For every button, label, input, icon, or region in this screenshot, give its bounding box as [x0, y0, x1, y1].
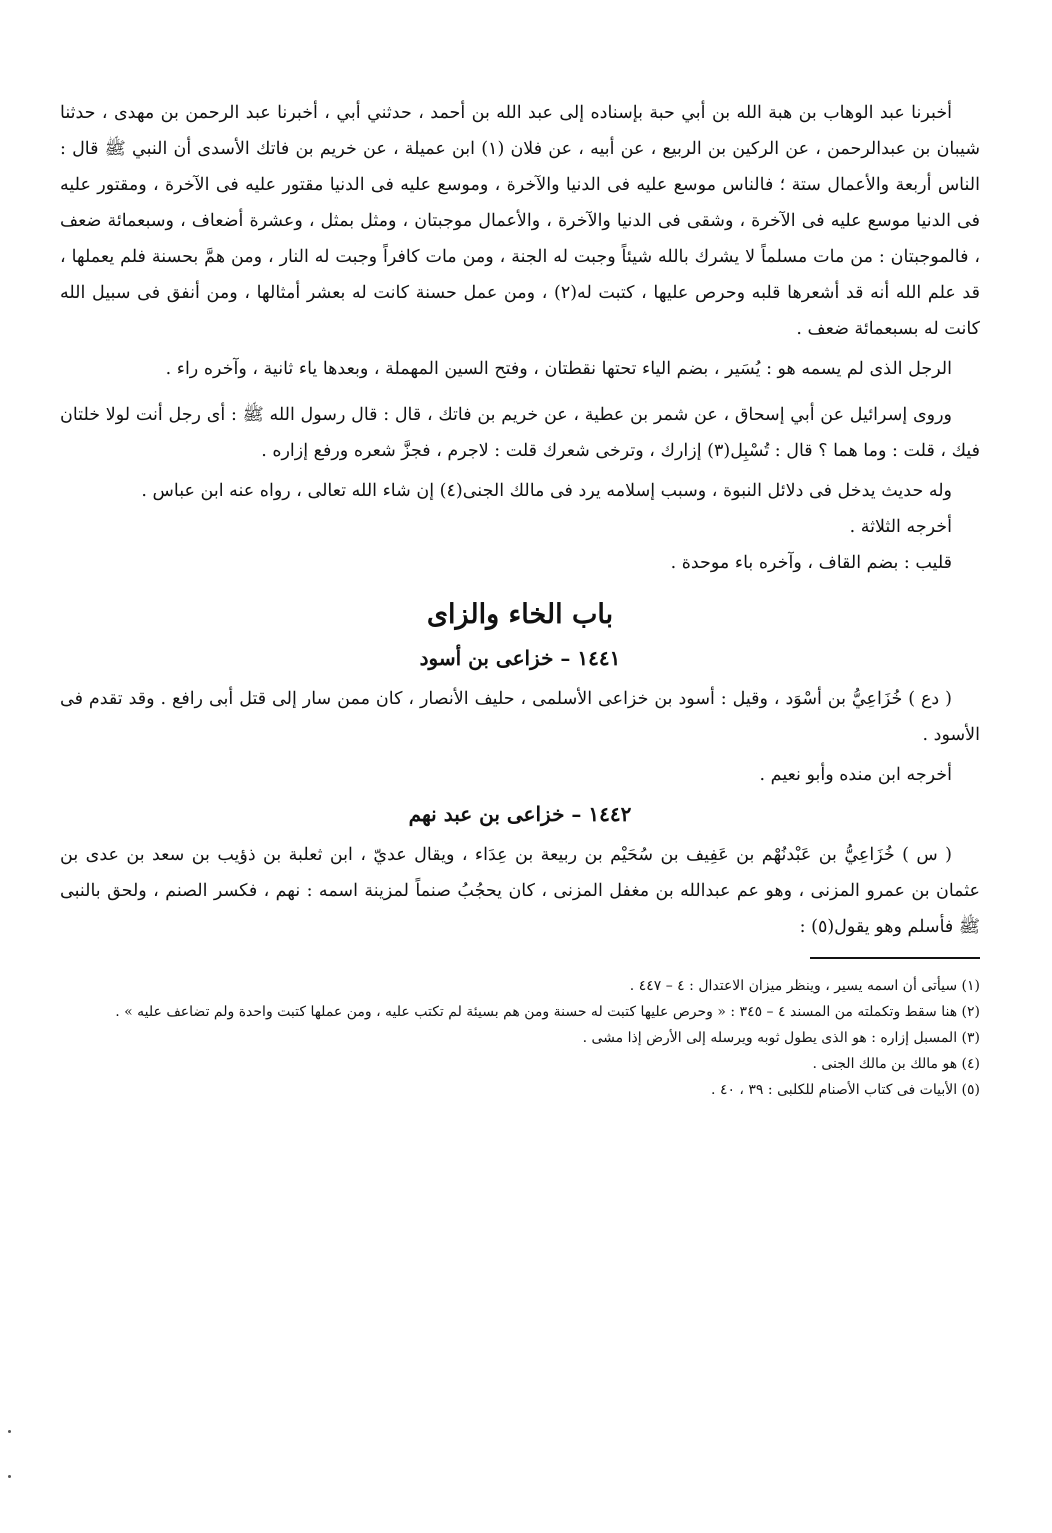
second-hadith-paragraph: وروى إسرائيل عن أبي إسحاق ، عن شمر بن عطية ، عن خريم بن فاتك ، قال : قال رسول الله ﷺ : أى رجل أنت لولا خلتان فيك ، قلت : وما هما ؟ قال : تُسْبِل(٣) إزارك ، وترخى شعرك قلت : لاجرم ، فجزَّ شعره ورفع إزاره .: [60, 405, 980, 461]
footnote-2: (٢) هنا سقط وتكملته من المسند ٤ – ٣٤٥ : « وحرص عليها كتبت له حسنة ومن هم بسيئة لم تكتب عليه ، ومن عملها كتبت واحدة ولم تضاعف عليه » .: [115, 1004, 980, 1020]
entry-note-1441: أخرجه ابن منده وأبو نعيم .: [759, 765, 952, 785]
entry-title-1442: ١٤٤٢ – خزاعى بن عبد نهم: [408, 802, 632, 826]
section-title: باب الخاء والزاى: [426, 599, 614, 630]
book-page: [60, 95, 980, 1103]
footnote-4: (٤) هو مالك بن مالك الجنى .: [812, 1056, 980, 1072]
footnote-3: (٣) المسبل إزاره : هو الذى يطول ثوبه ويرسله إلى الأرض إذا مشى .: [582, 1030, 980, 1046]
entry-text-1441: ( دع ) خُزَاعِيُّ بن أسْوَد ، وقيل : أسود بن خزاعى الأسلمى ، حليف الأنصار ، كان ممن سار إلى قتل أبى رافع . وقد تقدم فى الأسود .: [60, 689, 980, 745]
qulaib-paragraph: قليب : بضم القاف ، وآخره باء موحدة .: [670, 553, 952, 573]
scan-speck: [8, 1430, 11, 1433]
name-explanation-paragraph: الرجل الذى لم يسمه هو : يُسَير ، بضم الياء تحتها نقطتان ، وفتح السين المهملة ، وبعدها ياء ثانية ، وآخره راء .: [165, 359, 952, 379]
footnote-divider: [810, 957, 980, 959]
footnote-5: (٥) الأبيات فى كتاب الأصنام للكلبى : ٣٩ ، ٤٠ .: [711, 1082, 980, 1098]
akhrajahu-paragraph: أخرجه الثلاثة .: [849, 517, 952, 537]
scan-speck: [8, 1475, 11, 1478]
entry-title-1441: ١٤٤١ – خزاعى بن أسود: [419, 646, 621, 670]
dalail-paragraph: وله حديث يدخل فى دلائل النبوة ، وسبب إسلامه يرد فى مالك الجنى(٤) إن شاء الله تعالى ، رواه عنه ابن عباس .: [141, 481, 952, 501]
footnote-1: (١) سيأتى أن اسمه يسير ، وينظر ميزان الاعتدال : ٤ – ٤٤٧ .: [629, 978, 980, 994]
entry-text-1442: ( س ) خُزَاعِيُّ بن عَبْدنُهْم بن عَفِيف بن سُحَيْم بن ربيعة بن عِدَاء ، ويقال عديّ ، ابن ثعلبة بن ذؤيب بن سعد بن عدى بن عثمان بن عمرو المزنى ، وهو عم عبدالله بن مغفل المزنى ، كان يحجُبُ صنماً لمزينة اسمه : نهم ، فكسر الصنم ، ولحق بالنبى ﷺ فأسلم وهو يقول(٥) :: [60, 845, 980, 937]
hadith-paragraph: أخبرنا عبد الوهاب بن هبة الله بن أبي حبة بإسناده إلى عبد الله بن أحمد ، حدثني أبي ، أخبرنا عبد الرحمن بن مهدى ، حدثنا شيبان بن عبدالرحمن ، عن الركين بن الربيع ، عن أبيه ، عن فلان (١) ابن عميلة ، عن خريم بن فاتك الأسدى أن النبي ﷺ قال : الناس أربعة والأعمال ستة ؛ فالناس موسع عليه فى الدنيا والآخرة ، وموسع عليه فى الدنيا مقتور عليه فى الآخرة ، ومقتور عليه فى الدنيا موسع عليه فى الآخرة ، وشقى فى الدنيا والآخرة ، والأعمال موجبتان ، ومثل بمثل ، وعشرة أضعاف ، وسبعمائة ضعف ، فالموجبتان : من مات مسلماً لا يشرك بالله شيئاً وجبت له الجنة ، ومن مات كافراً وجبت له النار ، ومن همَّ بحسنة فلم يعملها ، قد علم الله أنه قد أشعرها قلبه وحرص عليها ، كتبت له(٢) ، ومن عمل حسنة كانت له بعشر أمثالها ، ومن أنفق فى سبيل الله كانت له بسبعمائة ضعف .: [60, 103, 980, 339]
